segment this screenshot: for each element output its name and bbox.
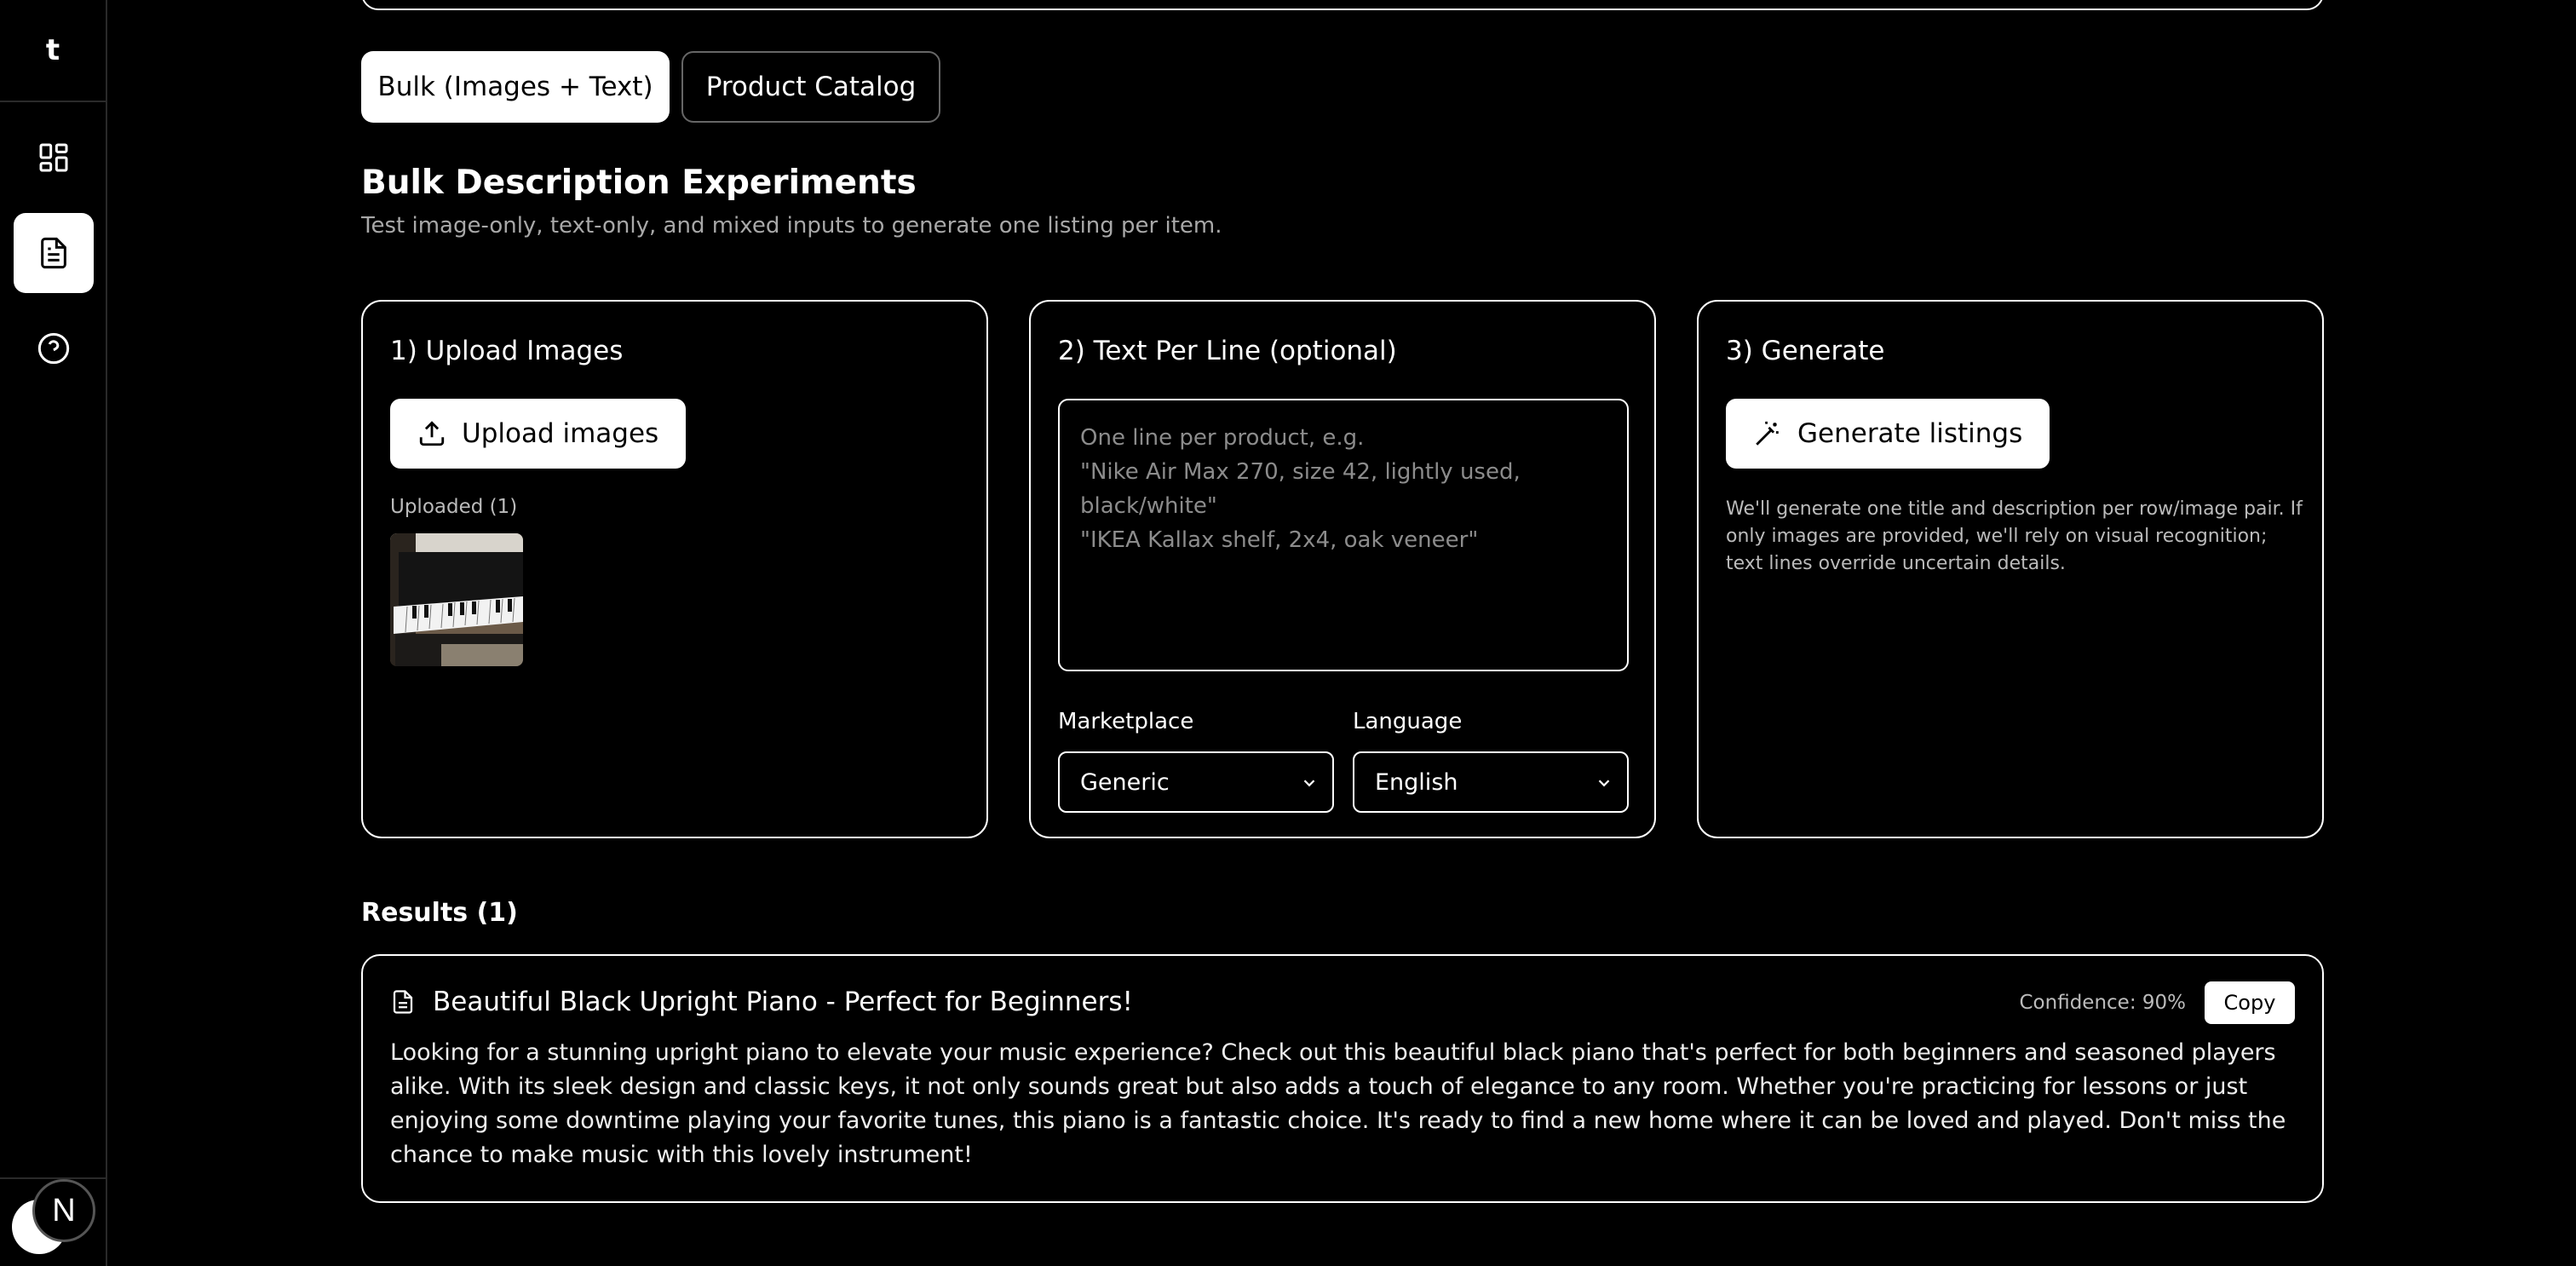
results-label: Results (1) — [361, 898, 518, 928]
generate-listings-label: Generate listings — [1797, 418, 2023, 449]
document-icon — [390, 989, 416, 1015]
marketplace-select[interactable] — [1058, 751, 1334, 813]
marketplace-label: Marketplace — [1058, 709, 1194, 734]
result-item — [361, 954, 2324, 1203]
sidebar — [0, 0, 107, 1266]
chevron-down-icon — [1595, 774, 1613, 792]
generate-card — [1697, 300, 2324, 838]
upload-card-title: 1) Upload Images — [390, 336, 624, 366]
product-lines-textarea[interactable]: One line per product, e.g. "Nike Air Max 270, size 42, lightly used, black/white" "IKEA Kallax shelf, 2x4, oak veneer" — [1058, 399, 1629, 671]
generate-card-title: 3) Generate — [1726, 336, 1885, 366]
page-title: Bulk Description Experiments — [361, 164, 917, 202]
piano-image — [390, 533, 523, 666]
generate-listings-button[interactable] — [1726, 399, 2050, 469]
app-logo[interactable]: t — [0, 0, 106, 102]
help-icon — [37, 331, 71, 365]
tab-product-catalog[interactable]: Product Catalog — [681, 51, 940, 123]
upload-images-label: Upload images — [462, 418, 659, 449]
sidebar-item-help[interactable] — [14, 308, 94, 388]
tab-bulk[interactable]: Bulk (Images + Text) — [361, 51, 670, 123]
page-subtitle: Test image-only, text-only, and mixed inputs to generate one listing per item. — [361, 213, 1222, 239]
sidebar-footer — [0, 1177, 106, 1266]
upload-card — [361, 300, 988, 838]
language-label: Language — [1353, 709, 1463, 734]
sidebar-item-documents[interactable] — [14, 213, 94, 293]
marketplace-value: Generic — [1080, 768, 1170, 796]
magic-wand-icon — [1753, 419, 1782, 448]
chevron-down-icon — [1300, 774, 1319, 792]
sidebar-item-dashboard[interactable] — [14, 118, 94, 198]
document-icon — [37, 236, 71, 270]
confidence-score: Confidence: 90% — [2019, 992, 2186, 1014]
copy-button[interactable]: Copy — [2205, 981, 2295, 1024]
language-value: English — [1375, 768, 1458, 796]
result-title-text: Beautiful Black Upright Piano - Perfect for Beginners! — [433, 987, 1133, 1017]
result-description: Looking for a stunning upright piano to elevate your music experience? Check out this beautiful black piano that's perfect for both beginners and seasoned players alike. With its sleek design and classic keys, it not only sounds great but also adds a touch of elegance to any room. Whether you're practicing for lessons or just enjoying some downtime playing your favorite tunes, this piano is a fantastic choice. It's ready to find a new home where it can be loved and played. Don't miss the chance to make music with this lovely instrument! — [390, 1039, 2286, 1168]
uploaded-thumbnail[interactable] — [390, 533, 523, 666]
text-card-title: 2) Text Per Line (optional) — [1058, 336, 1397, 366]
uploaded-count: Uploaded (1) — [390, 496, 518, 518]
top-search-bar[interactable] — [361, 0, 2324, 10]
text-card — [1029, 300, 1656, 838]
result-title — [390, 987, 1133, 1017]
upload-images-button[interactable] — [390, 399, 686, 469]
n-badge-icon[interactable]: N — [32, 1179, 95, 1242]
dashboard-icon — [37, 141, 71, 175]
upload-icon — [417, 419, 446, 448]
generate-note: We'll generate one title and description per row/image pair. If only images are provided, we'll rely on visual recognition; text lines override uncertain details. — [1726, 498, 2303, 574]
language-select[interactable] — [1353, 751, 1629, 813]
